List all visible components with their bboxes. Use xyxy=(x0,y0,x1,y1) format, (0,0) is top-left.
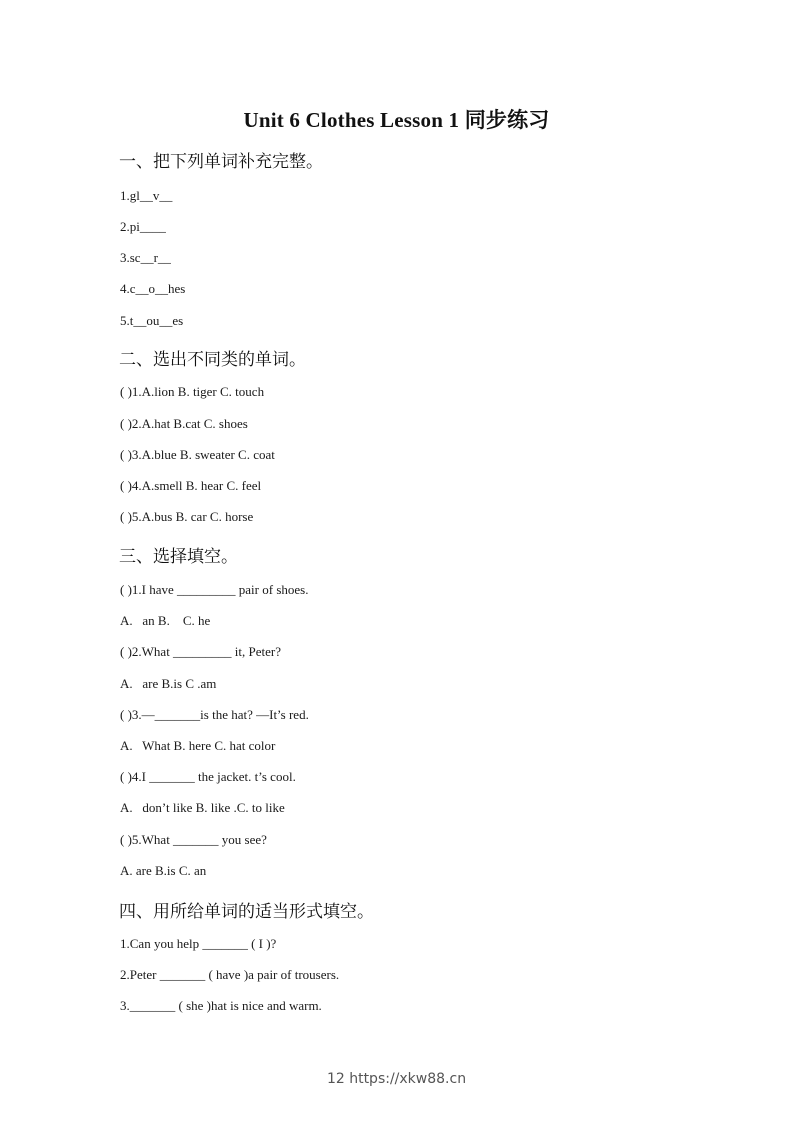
section-2-item-5: ( )5.A.bus B. car C. horse xyxy=(120,509,254,524)
section-3-question-5: ( )5.What _______ you see? xyxy=(120,832,267,847)
section-1-item-4: 4.c__o__hes xyxy=(120,281,186,296)
section-2-heading: 二、选出不同类的单词。 xyxy=(119,350,306,370)
section-3-question-2: ( )2.What _________ it, Peter? xyxy=(120,644,282,659)
section-4-item-2: 2.Peter _______ ( have )a pair of trousers. xyxy=(120,967,340,982)
section-3-options-3: A. What B. here C. hat color xyxy=(120,738,276,753)
section-1-item-5: 5.t__ou__es xyxy=(120,313,184,328)
section-3-question-3: ( )3.—_______is the hat? —It’s red. xyxy=(120,707,309,722)
section-1-heading: 一、把下列单词补充完整。 xyxy=(119,152,323,172)
section-1-item-3: 3.sc__r__ xyxy=(120,250,171,265)
section-3-question-1: ( )1.I have _________ pair of shoes. xyxy=(120,582,309,597)
section-3-question-4: ( )4.I _______ the jacket. t’s cool. xyxy=(120,769,296,784)
section-2-item-1: ( )1.A.lion B. tiger C. touch xyxy=(120,384,265,399)
section-4-heading: 四、用所给单词的适当形式填空。 xyxy=(119,902,374,922)
section-3-options-2: A. are B.is C .am xyxy=(120,676,217,691)
section-3-options-1: A. an B. C. he xyxy=(120,613,211,628)
section-2-item-2: ( )2.A.hat B.cat C. shoes xyxy=(120,416,248,431)
document-title: Unit 6 Clothes Lesson 1 同步练习 xyxy=(243,108,550,132)
section-2-item-4: ( )4.A.smell B. hear C. feel xyxy=(120,478,262,493)
section-3-heading: 三、选择填空。 xyxy=(119,547,238,567)
section-4-item-1: 1.Can you help _______ ( I )? xyxy=(120,936,277,951)
section-2-item-3: ( )3.A.blue B. sweater C. coat xyxy=(120,447,275,462)
section-3-options-4: A. don’t like B. like .C. to like xyxy=(120,800,285,815)
section-3-options-5: A. are B.is C. an xyxy=(120,863,207,878)
section-1-item-2: 2.pi____ xyxy=(120,219,166,234)
page-footer: 12 https://xkw88.cn xyxy=(326,1071,467,1087)
section-1-item-1: 1.gl__v__ xyxy=(120,188,173,203)
section-4-item-3: 3._______ ( she )hat is nice and warm. xyxy=(120,998,322,1013)
